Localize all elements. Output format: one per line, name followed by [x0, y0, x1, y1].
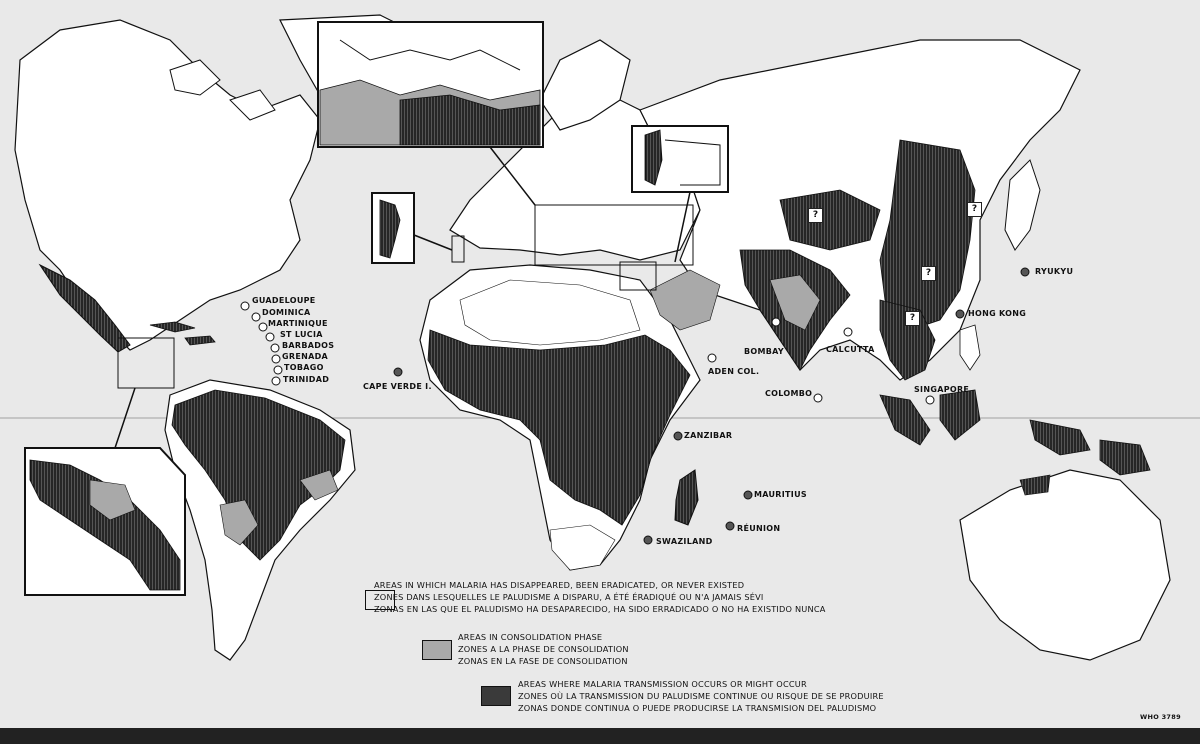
legend-eradicated-en: AREAS IN WHICH MALARIA HAS DISAPPEARED, BEEN ERADICATED, OR NEVER EXISTED: [374, 580, 745, 590]
label-ryukyu: RYUKYU: [1035, 267, 1074, 276]
unknown-status-marker: ?: [808, 208, 823, 223]
legend-swatch-consolidation: [422, 640, 452, 660]
label-zanzibar: ZANZIBAR: [684, 431, 733, 440]
legend-consolidation-en: AREAS IN CONSOLIDATION PHASE: [458, 632, 603, 642]
label-singapore: SINGAPORE: [914, 385, 970, 394]
legend-consolidation-fr: ZONES A LA PHASE DE CONSOLIDATION: [458, 644, 629, 654]
label-aden: ADEN COL.: [708, 367, 760, 376]
label-guadeloupe: GUADELOUPE: [252, 296, 316, 305]
label-martinique: MARTINIQUE: [268, 319, 328, 328]
unknown-status-marker: ?: [905, 311, 920, 326]
legend-consolidation-es: ZONAS EN LA FASE DE CONSOLIDATION: [458, 656, 628, 666]
label-bombay: BOMBAY: [744, 347, 784, 356]
unknown-status-marker: ?: [967, 202, 982, 217]
label-barbados: BARBADOS: [282, 341, 335, 350]
label-mauritius: MAURITIUS: [754, 490, 807, 499]
label-trinidad: TRINIDAD: [283, 375, 330, 384]
label-hong-kong: HONG KONG: [968, 309, 1027, 318]
label-cape-verde: CAPE VERDE I.: [363, 382, 432, 391]
label-dominica: DOMINICA: [262, 308, 311, 317]
unknown-status-marker: ?: [921, 266, 936, 281]
figure-reference: WHO 3789: [1140, 713, 1181, 721]
legend-transmission-en: AREAS WHERE MALARIA TRANSMISSION OCCURS OR MIGHT OCCUR: [518, 679, 807, 689]
label-swaziland: SWAZILAND: [656, 537, 713, 546]
legend-swatch-transmission: [481, 686, 511, 706]
legend-transmission-es: ZONAS DONDE CONTINUA O PUEDE PRODUCIRSE LA TRANSMISION DEL PALUDISMO: [518, 703, 877, 713]
label-colombo: COLOMBO: [765, 389, 813, 398]
legend-eradicated-fr: ZONES DANS LESQUELLES LE PALUDISME A DISPARU, A ÉTÉ ÉRADIQUÉ OU N'A JAMAIS SÉVI: [374, 592, 764, 602]
label-grenada: GRENADA: [282, 352, 329, 361]
label-reunion: RÉUNION: [737, 524, 781, 533]
page-bottom-edge: [0, 728, 1200, 744]
label-tobago: TOBAGO: [284, 363, 324, 372]
legend-transmission-fr: ZONES OÙ LA TRANSMISSION DU PALUDISME CONTINUE OU RISQUE DE SE PRODUIRE: [518, 691, 884, 701]
label-st-lucia: ST LUCIA: [280, 330, 323, 339]
label-calcutta: CALCUTTA: [826, 345, 875, 354]
legend-eradicated-es: ZONAS EN LAS QUE EL PALUDISMO HA DESAPARECIDO, HA SIDO ERRADICADO O NO HA EXISTIDO NUNCA: [374, 604, 826, 614]
